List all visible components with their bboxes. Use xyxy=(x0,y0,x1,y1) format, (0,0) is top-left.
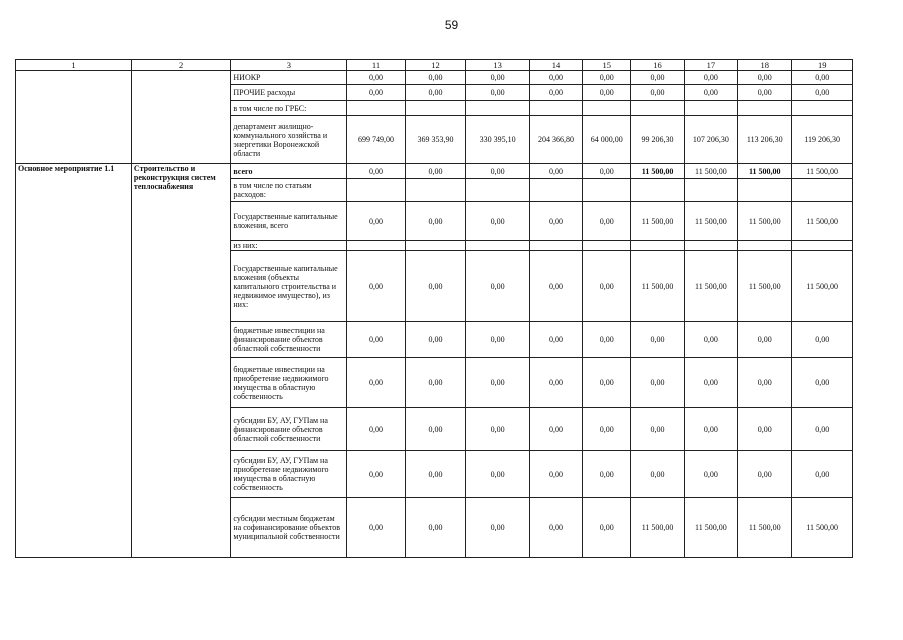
value-cell: 0,00 xyxy=(466,71,530,85)
value-cell: 11 500,00 xyxy=(738,164,792,179)
value-cell: 0,00 xyxy=(405,358,466,408)
value-cell: 0,00 xyxy=(684,71,737,85)
header-cell: 13 xyxy=(466,60,530,71)
value-cell: 0,00 xyxy=(529,251,582,322)
value-cell: 11 500,00 xyxy=(792,164,853,179)
value-cell: 0,00 xyxy=(583,358,631,408)
value-cell: 0,00 xyxy=(792,71,853,85)
value-cell: 0,00 xyxy=(405,251,466,322)
value-cell: 0,00 xyxy=(583,451,631,498)
row-label: в том числе по статьям расходов: xyxy=(231,179,347,202)
header-cell: 2 xyxy=(131,60,230,71)
header-cell: 18 xyxy=(738,60,792,71)
value-cell: 0,00 xyxy=(405,322,466,358)
value-cell: 113 206,30 xyxy=(738,116,792,164)
value-cell: 0,00 xyxy=(631,408,684,451)
value-cell: 0,00 xyxy=(466,85,530,101)
value-cell: 0,00 xyxy=(529,408,582,451)
continuation-cell-2 xyxy=(131,71,230,164)
header-cell: 15 xyxy=(583,60,631,71)
row-label: всего xyxy=(231,164,347,179)
value-cell: 0,00 xyxy=(466,251,530,322)
header-cell: 17 xyxy=(684,60,737,71)
header-cell: 12 xyxy=(405,60,466,71)
value-cell: 0,00 xyxy=(792,408,853,451)
row-label: из них: xyxy=(231,241,347,251)
value-cell: 330 395,10 xyxy=(466,116,530,164)
value-cell: 0,00 xyxy=(738,451,792,498)
row-label: субсидии местным бюджетам на софинансирование объектов муниципальной собственности xyxy=(231,498,347,558)
empty-cell xyxy=(792,179,853,202)
value-cell: 0,00 xyxy=(466,322,530,358)
table-row xyxy=(16,164,853,179)
value-cell: 0,00 xyxy=(529,451,582,498)
value-cell: 0,00 xyxy=(583,85,631,101)
value-cell: 0,00 xyxy=(405,451,466,498)
value-cell: 0,00 xyxy=(466,498,530,558)
empty-cell xyxy=(738,179,792,202)
value-cell: 11 500,00 xyxy=(738,498,792,558)
value-cell: 119 206,30 xyxy=(792,116,853,164)
header-cell: 1 xyxy=(16,60,132,71)
value-cell: 0,00 xyxy=(347,451,405,498)
value-cell: 0,00 xyxy=(583,164,631,179)
empty-cell xyxy=(529,241,582,251)
row-label: ПРОЧИЕ расходы xyxy=(231,85,347,101)
value-cell: 0,00 xyxy=(738,358,792,408)
value-cell: 0,00 xyxy=(684,322,737,358)
activity-name: Основное мероприятие 1.1 xyxy=(16,164,132,558)
value-cell: 11 500,00 xyxy=(792,498,853,558)
empty-cell xyxy=(583,241,631,251)
empty-cell xyxy=(405,241,466,251)
value-cell: 0,00 xyxy=(529,164,582,179)
empty-cell xyxy=(347,179,405,202)
value-cell: 0,00 xyxy=(405,85,466,101)
value-cell: 0,00 xyxy=(738,85,792,101)
empty-cell xyxy=(466,179,530,202)
row-label: Государственные капитальные вложения, всего xyxy=(231,202,347,241)
value-cell: 0,00 xyxy=(792,451,853,498)
value-cell: 0,00 xyxy=(631,85,684,101)
value-cell: 0,00 xyxy=(684,85,737,101)
value-cell: 0,00 xyxy=(347,164,405,179)
value-cell: 0,00 xyxy=(738,322,792,358)
value-cell: 0,00 xyxy=(347,202,405,241)
row-label: субсидии БУ, АУ, ГУПам на приобретение недвижимого имущества в областную собственность xyxy=(231,451,347,498)
value-cell: 0,00 xyxy=(347,322,405,358)
row-label: в том числе по ГРБС: xyxy=(231,101,347,116)
value-cell: 11 500,00 xyxy=(631,164,684,179)
table-row xyxy=(16,71,853,85)
value-cell: 11 500,00 xyxy=(684,164,737,179)
empty-cell xyxy=(583,101,631,116)
value-cell: 699 749,00 xyxy=(347,116,405,164)
continuation-cell-1 xyxy=(16,71,132,164)
value-cell: 11 500,00 xyxy=(792,251,853,322)
value-cell: 0,00 xyxy=(347,85,405,101)
value-cell: 0,00 xyxy=(583,408,631,451)
value-cell: 0,00 xyxy=(684,358,737,408)
value-cell: 0,00 xyxy=(583,202,631,241)
empty-cell xyxy=(347,101,405,116)
table-header-row xyxy=(16,60,853,71)
page-number: 59 xyxy=(444,18,459,32)
value-cell: 0,00 xyxy=(529,71,582,85)
value-cell: 0,00 xyxy=(347,498,405,558)
header-cell: 16 xyxy=(631,60,684,71)
value-cell: 0,00 xyxy=(405,71,466,85)
empty-cell xyxy=(738,101,792,116)
value-cell: 11 500,00 xyxy=(684,251,737,322)
value-cell: 0,00 xyxy=(583,322,631,358)
value-cell: 0,00 xyxy=(583,251,631,322)
value-cell: 369 353,90 xyxy=(405,116,466,164)
value-cell: 0,00 xyxy=(529,498,582,558)
empty-cell xyxy=(347,241,405,251)
value-cell: 0,00 xyxy=(466,202,530,241)
value-cell: 11 500,00 xyxy=(684,202,737,241)
value-cell: 0,00 xyxy=(347,408,405,451)
value-cell: 0,00 xyxy=(529,202,582,241)
value-cell: 0,00 xyxy=(466,408,530,451)
value-cell: 0,00 xyxy=(631,322,684,358)
empty-cell xyxy=(583,179,631,202)
value-cell: 0,00 xyxy=(529,322,582,358)
value-cell: 0,00 xyxy=(631,71,684,85)
value-cell: 0,00 xyxy=(583,498,631,558)
value-cell: 0,00 xyxy=(631,451,684,498)
empty-cell xyxy=(684,179,737,202)
value-cell: 0,00 xyxy=(792,358,853,408)
empty-cell xyxy=(405,101,466,116)
empty-cell xyxy=(684,241,737,251)
value-cell: 99 206,30 xyxy=(631,116,684,164)
value-cell: 0,00 xyxy=(583,71,631,85)
value-cell: 0,00 xyxy=(684,451,737,498)
empty-cell xyxy=(631,179,684,202)
value-cell: 0,00 xyxy=(466,358,530,408)
value-cell: 0,00 xyxy=(347,358,405,408)
empty-cell xyxy=(792,241,853,251)
empty-cell xyxy=(529,101,582,116)
header-cell: 3 xyxy=(231,60,347,71)
value-cell: 11 500,00 xyxy=(631,202,684,241)
value-cell: 11 500,00 xyxy=(792,202,853,241)
row-label: департамент жилищно-коммунального хозяйства и энергетики Воронежской области xyxy=(231,116,347,164)
empty-cell xyxy=(466,241,530,251)
value-cell: 11 500,00 xyxy=(631,498,684,558)
value-cell: 0,00 xyxy=(347,251,405,322)
row-label: бюджетные инвестиции на финансирование объектов областной собственности xyxy=(231,322,347,358)
value-cell: 204 366,80 xyxy=(529,116,582,164)
value-cell: 0,00 xyxy=(792,322,853,358)
empty-cell xyxy=(405,179,466,202)
empty-cell xyxy=(631,101,684,116)
value-cell: 0,00 xyxy=(466,164,530,179)
value-cell: 64 000,00 xyxy=(583,116,631,164)
value-cell: 0,00 xyxy=(684,408,737,451)
row-label: НИОКР xyxy=(231,71,347,85)
value-cell: 11 500,00 xyxy=(684,498,737,558)
value-cell: 11 500,00 xyxy=(631,251,684,322)
empty-cell xyxy=(738,241,792,251)
value-cell: 11 500,00 xyxy=(738,251,792,322)
activity-title: Строительство и реконструкция систем теплоснабжения xyxy=(131,164,230,558)
value-cell: 107 206,30 xyxy=(684,116,737,164)
empty-cell xyxy=(684,101,737,116)
value-cell: 0,00 xyxy=(405,498,466,558)
row-label: бюджетные инвестиции на приобретение недвижимого имущества в областную собственность xyxy=(231,358,347,408)
value-cell: 0,00 xyxy=(529,85,582,101)
value-cell: 0,00 xyxy=(631,358,684,408)
value-cell: 0,00 xyxy=(792,85,853,101)
empty-cell xyxy=(631,241,684,251)
value-cell: 0,00 xyxy=(405,408,466,451)
value-cell: 0,00 xyxy=(466,451,530,498)
value-cell: 0,00 xyxy=(529,358,582,408)
budget-table xyxy=(15,59,853,558)
header-cell: 11 xyxy=(347,60,405,71)
empty-cell xyxy=(529,179,582,202)
value-cell: 0,00 xyxy=(347,71,405,85)
value-cell: 0,00 xyxy=(738,408,792,451)
value-cell: 11 500,00 xyxy=(738,202,792,241)
value-cell: 0,00 xyxy=(738,71,792,85)
empty-cell xyxy=(792,101,853,116)
value-cell: 0,00 xyxy=(405,164,466,179)
value-cell: 0,00 xyxy=(405,202,466,241)
row-label: субсидии БУ, АУ, ГУПам на финансирование объектов областной собственности xyxy=(231,408,347,451)
header-cell: 14 xyxy=(529,60,582,71)
header-cell: 19 xyxy=(792,60,853,71)
row-label: Государственные капитальные вложения (объекты капитального строительства и недвижимое имущество), из них: xyxy=(231,251,347,322)
empty-cell xyxy=(466,101,530,116)
